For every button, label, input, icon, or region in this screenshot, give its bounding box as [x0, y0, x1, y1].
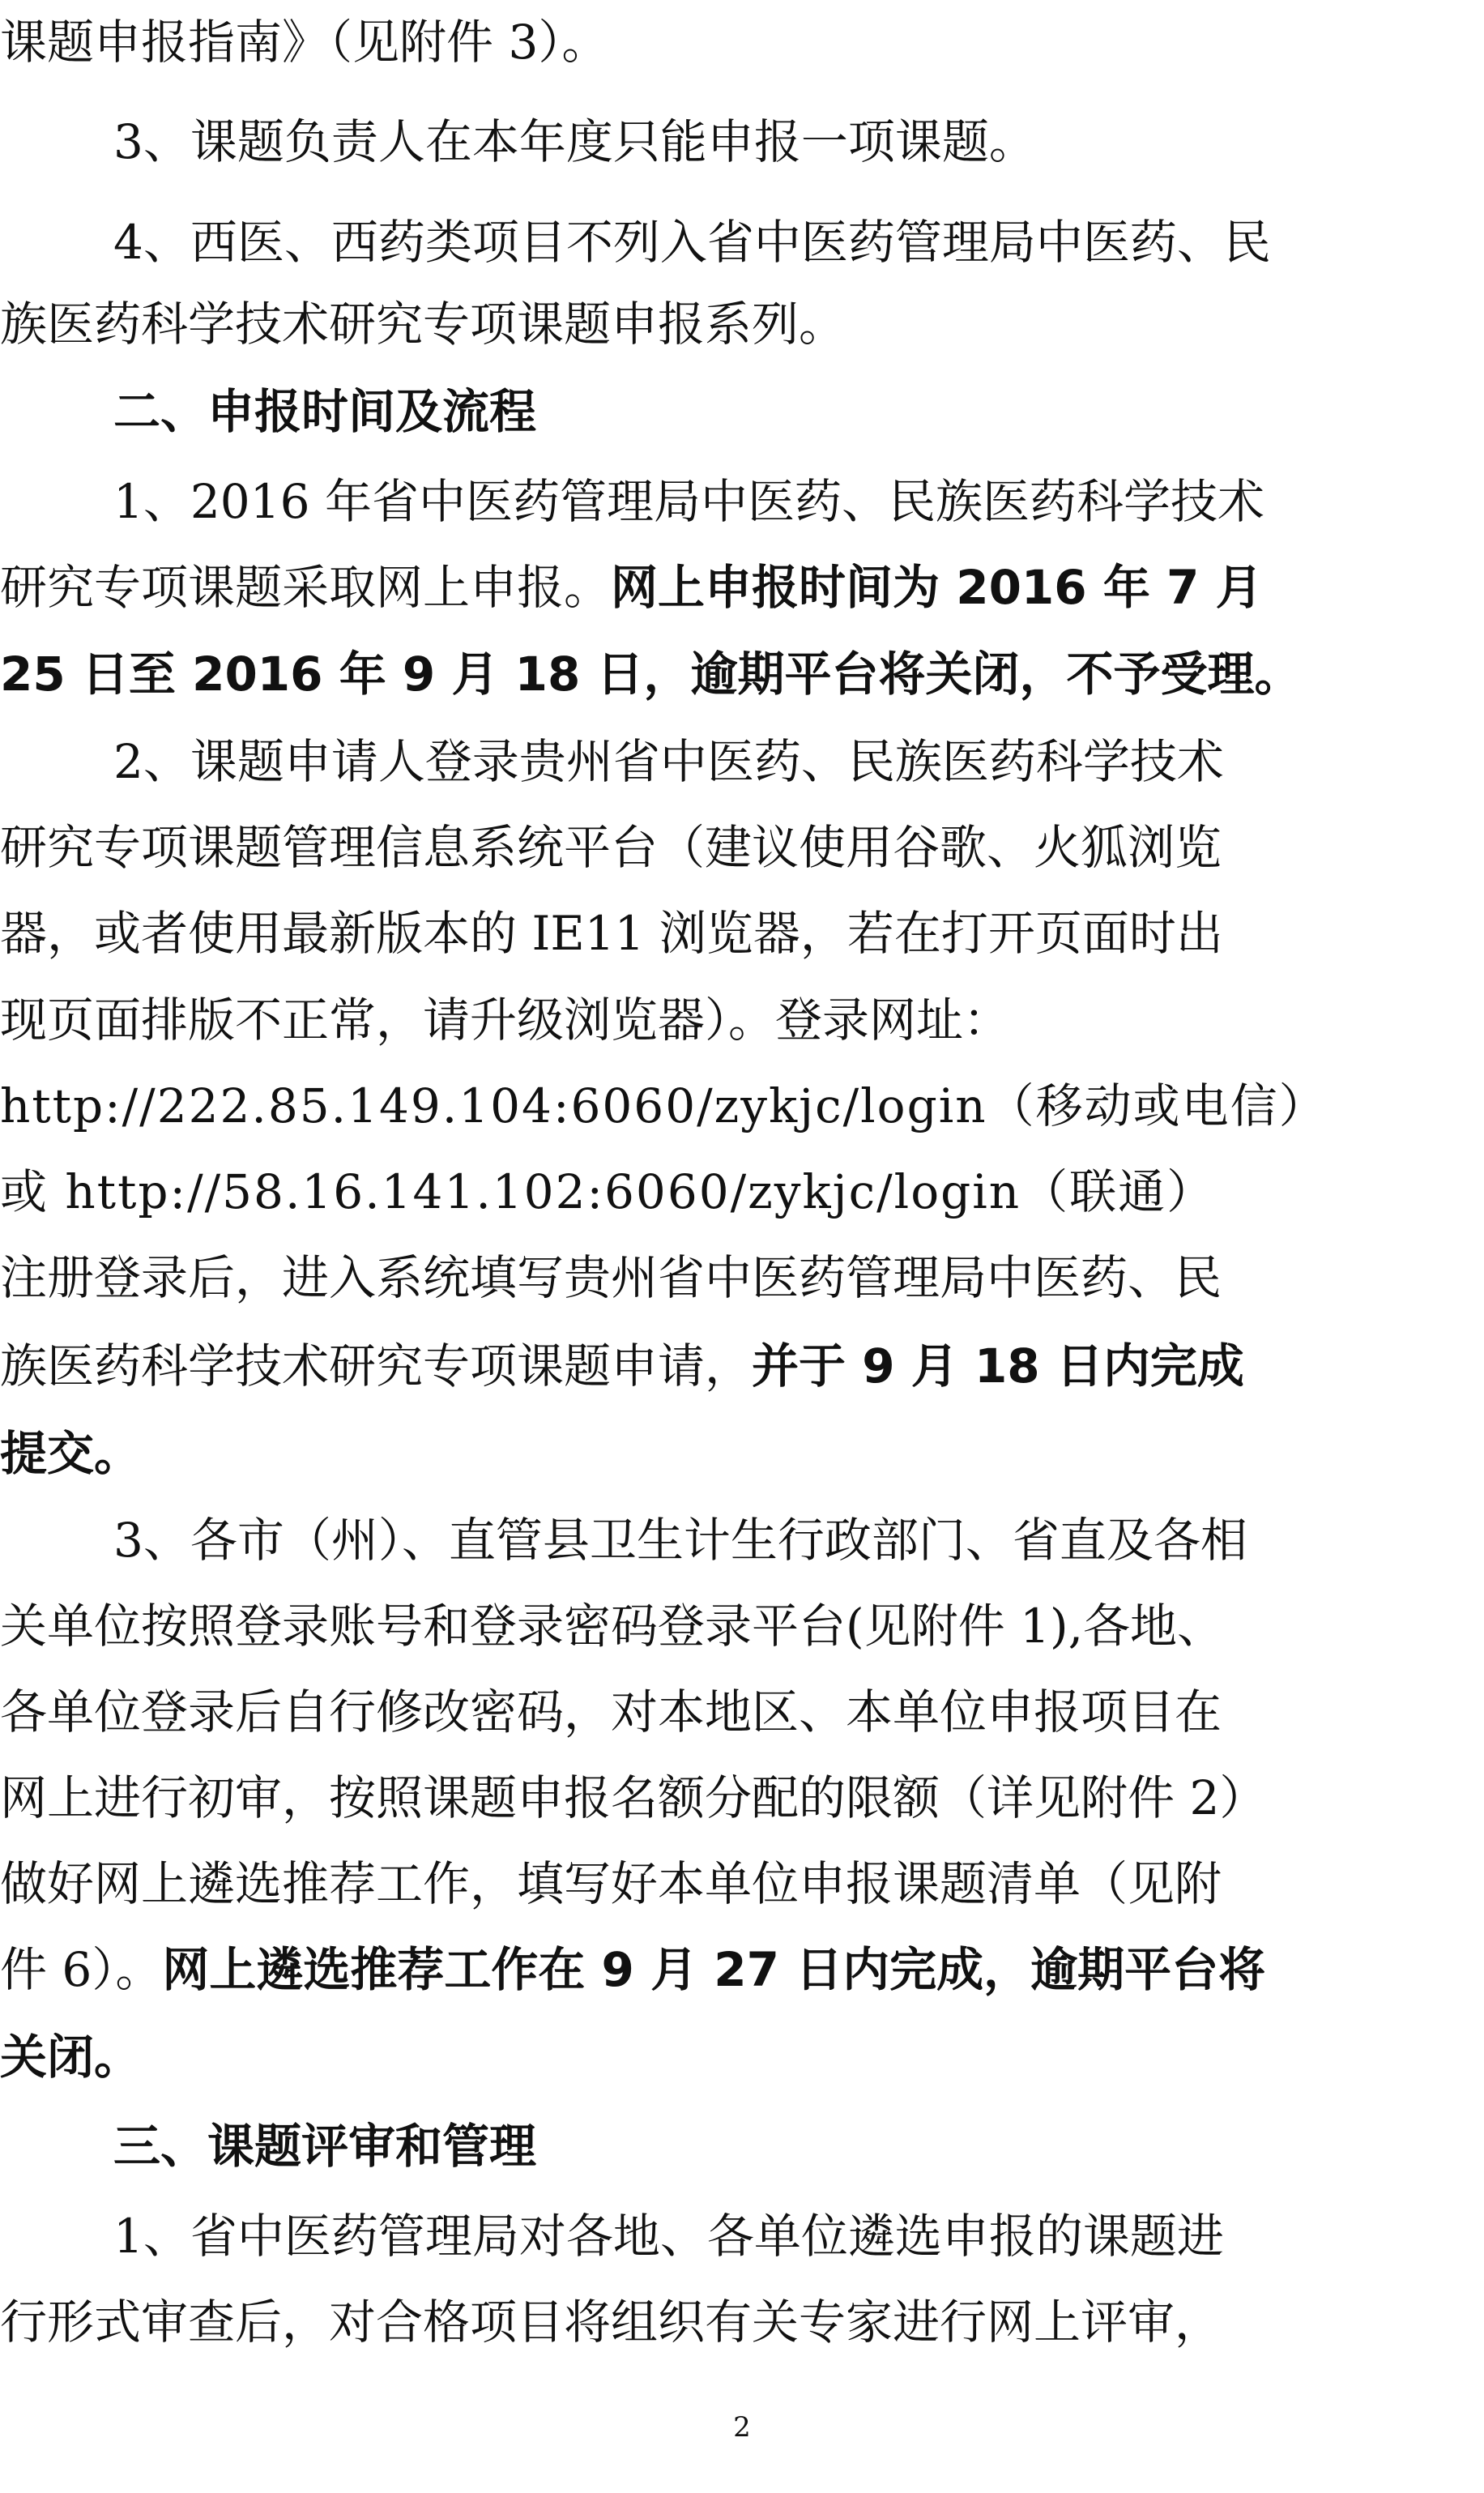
text-segment: 3、各市（州）、直管县卫生计生行政部门、省直及各相: [113, 1513, 1247, 1568]
text-line: [113, 467, 1484, 536]
text-line: [113, 728, 1484, 796]
text-line: [0, 1936, 1484, 2004]
heading-text: 二、申报时间及流程: [113, 384, 537, 439]
url-text: 或 http://58.16.141.102:6060/zykjc/login（联通）: [0, 1164, 1216, 1219]
url-line: [0, 1158, 1484, 1226]
text-line: [0, 899, 1484, 967]
text-segment: 4、西医、西药类项目不列入省中医药管理局中医药、民: [113, 215, 1271, 270]
text-segment: 族医药科学技术研究专项课题申请，: [0, 1338, 753, 1394]
text-line: [0, 1678, 1484, 1746]
bold-text-segment: 并于 9 月 18 日内完成: [752, 1338, 1244, 1394]
url-line: [0, 1072, 1484, 1140]
section-heading: [113, 378, 1484, 446]
text-line: [0, 2288, 1484, 2356]
text-segment: 关单位按照登录账号和登录密码登录平台(见附件 1),各地、: [0, 1599, 1225, 1654]
text-line: [0, 2023, 1484, 2091]
text-segment: 网上进行初审，按照课题申报名额分配的限额（详见附件 2）: [0, 1770, 1267, 1825]
text-segment: 做好网上遴选推荐工作，填写好本单位申报课题清单（见附: [0, 1856, 1222, 1911]
text-segment: 注册登录后，进入系统填写贵州省中医药管理局中医药、民: [0, 1250, 1222, 1305]
text-line: [0, 553, 1484, 621]
text-segment: 2、课题申请人登录贵州省中医药、民族医药科学技术: [113, 734, 1224, 789]
text-segment: 器，或者使用最新版本的 IE11 浏览器，若在打开页面时出: [0, 906, 1223, 961]
text-line: [0, 640, 1484, 708]
section-heading: [113, 2112, 1484, 2180]
text-segment: 1、2016 年省中医药管理局中医药、民族医药科学技术: [113, 474, 1264, 529]
text-line: [0, 1332, 1484, 1400]
text-segment: 件 6）。: [0, 1942, 163, 1997]
text-segment: 3、课题负责人在本年度只能申报一项课题。: [113, 114, 1036, 169]
text-line: [0, 986, 1484, 1054]
text-line: [0, 8, 1484, 76]
text-line: [0, 1419, 1484, 1488]
text-segment: 1、省中医药管理局对各地、各单位遴选申报的课题进: [113, 2209, 1224, 2264]
text-line: [0, 1850, 1484, 1918]
text-line: [0, 1244, 1484, 1312]
bold-text-segment: 关闭。: [0, 2030, 142, 2085]
page-number: 2: [733, 2411, 751, 2444]
bold-text-segment: 网上遴选推荐工作在 9 月 27 日内完成，逾期平台将: [162, 1942, 1266, 1997]
text-segment: 现页面排版不正常，请升级浏览器）。登录网址：: [0, 993, 1011, 1048]
text-segment: 课题申报指南》（见附件 3）。: [0, 15, 609, 70]
text-line: [113, 2202, 1484, 2270]
text-line: [0, 1592, 1484, 1660]
text-line: [113, 108, 1484, 176]
text-line: [113, 208, 1484, 276]
text-segment: 族医药科学技术研究专项课题申报系列。: [0, 297, 846, 352]
url-text: http://222.85.149.104:6060/zykjc/login（移动或电信）: [0, 1078, 1328, 1133]
text-segment: 各单位登录后自行修改密码，对本地区、本单位申报项目在: [0, 1684, 1222, 1740]
text-line: [0, 813, 1484, 882]
bold-text-segment: 提交。: [0, 1426, 142, 1481]
text-line: [0, 1764, 1484, 1832]
heading-text: 三、课题评审和管理: [113, 2119, 537, 2174]
bold-text-segment: 网上申报时间为 2016 年 7 月: [611, 560, 1263, 615]
bold-text-segment: 25 日至 2016 年 9 月 18 日，逾期平台将关闭，不予受理。: [0, 647, 1302, 702]
text-segment: 行形式审查后，对合格项目将组织有关专家进行网上评审，: [0, 2294, 1222, 2350]
text-line: [0, 290, 1484, 358]
text-line: [113, 1506, 1484, 1574]
text-segment: 研究专项课题管理信息系统平台（建议使用谷歌、火狐浏览: [0, 820, 1222, 875]
text-segment: 研究专项课题采取网上申报。: [0, 560, 612, 615]
